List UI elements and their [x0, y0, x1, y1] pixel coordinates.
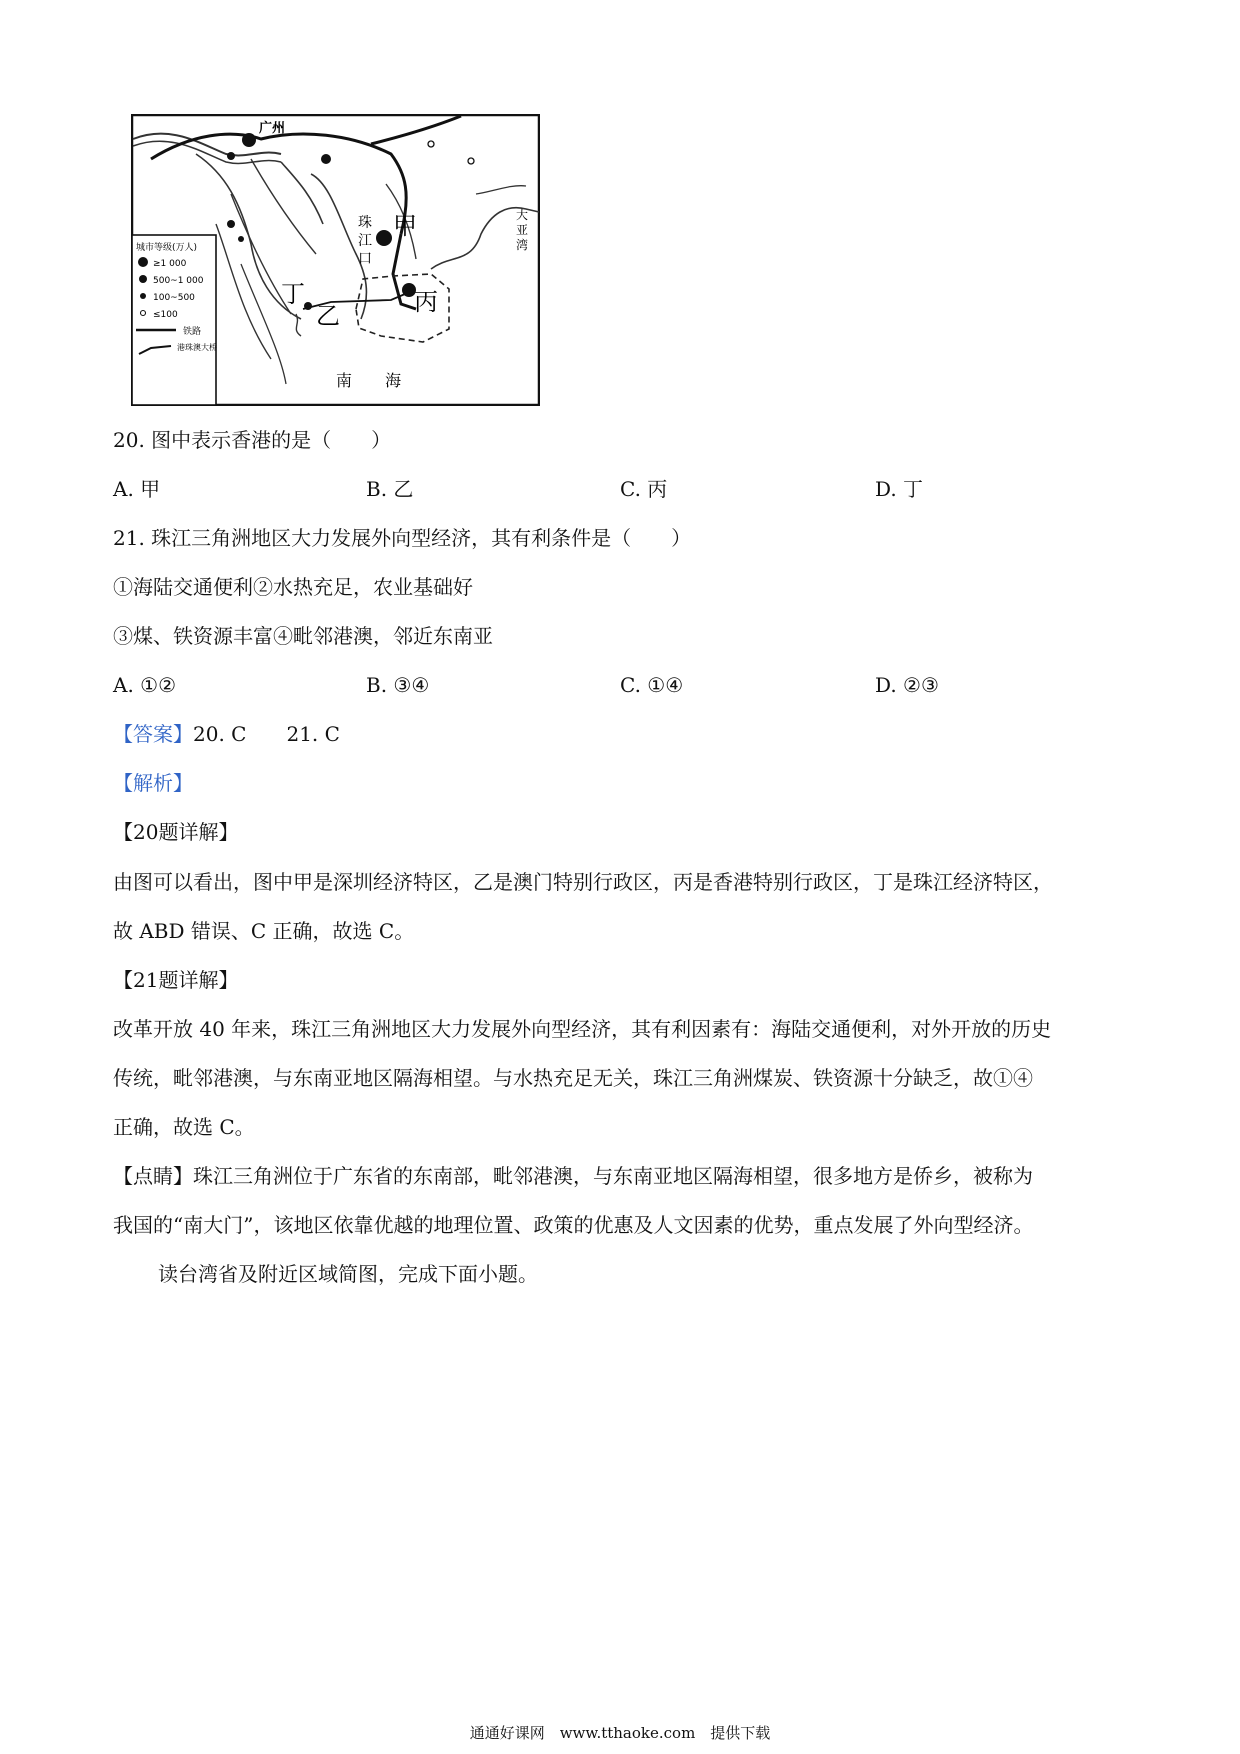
- q20-option-c: C. 丙: [620, 477, 668, 501]
- note-line-1: 【点睛】珠江三角洲位于广东省的东南部，毗邻港澳，与东南亚地区隔海相望，很多地方是侨乡，被称为: [113, 1164, 1033, 1188]
- svg-text:口: 口: [358, 251, 372, 267]
- detail-21-line-1: 改革开放 40 年来，珠江三角洲地区大力发展外向型经济，其有利因素有：海陆交通便利，对外开放的历史: [113, 1017, 1052, 1041]
- label-pearl-river-mouth: [358, 214, 372, 267]
- q20-option-a: A. 甲: [113, 477, 161, 501]
- legend-item-3: 100~500: [153, 293, 195, 303]
- legend-item-1: ≥1 000: [153, 259, 187, 269]
- detail-20-line-2: 故 ABD 错误、C 正确，故选 C。: [113, 919, 415, 943]
- q21-statement-line-2: ③煤、铁资源丰富④毗邻港澳，邻近东南亚: [113, 624, 493, 648]
- svg-text:江: 江: [358, 233, 372, 249]
- next-section-intro: 读台湾省及附近区域简图，完成下面小题。: [158, 1262, 538, 1286]
- note-line-2: 我国的“南大门”，该地区依靠优越的地理位置、政策的优惠及人文因素的优势，重点发展了外向型经济。: [113, 1213, 1034, 1237]
- svg-text:亚: 亚: [516, 223, 529, 237]
- detail-21-line-3: 正确，故选 C。: [113, 1115, 255, 1139]
- svg-text:珠: 珠: [358, 215, 372, 231]
- analysis-tag: 【解析】: [113, 771, 193, 795]
- answer-tag: 【答案】: [113, 722, 193, 746]
- legend-title: 城市等级(万人): [136, 243, 198, 253]
- label-ding: 丁: [281, 280, 305, 308]
- answer-text: 20. C 21. C: [193, 722, 340, 746]
- pearl-river-delta-map: [131, 114, 540, 406]
- detail-21-line-2: 传统，毗邻港澳，与东南亚地区隔海相望。与水热充足无关，珠江三角洲煤炭、铁资源十分缺乏，故①④: [113, 1066, 1033, 1090]
- legend-item-4: ≤100: [153, 310, 178, 320]
- label-guangzhou: 广州: [259, 121, 286, 136]
- city-jia-dot: [376, 230, 392, 246]
- footer-source: 通通好课网 www.tthaoke.com 提供下载: [469, 1724, 771, 1742]
- detail-20-title: 【20题详解】: [113, 820, 239, 844]
- answer-line: [113, 722, 340, 746]
- map-legend: [132, 235, 217, 405]
- detail-20-line-1: 由图可以看出，图中甲是深圳经济特区，乙是澳门特别行政区，丙是香港特别行政区，丁是珠江经济特区，: [113, 870, 1053, 894]
- q20-option-d: D. 丁: [875, 477, 924, 501]
- q21-option-c: C. ①④: [620, 673, 684, 697]
- q21-option-b: B. ③④: [366, 673, 430, 697]
- q20-option-b: B. 乙: [366, 477, 414, 501]
- label-south-sea: 南 海: [336, 371, 416, 390]
- legend-railway: 铁路: [183, 327, 202, 337]
- q21-option-a: A. ①②: [113, 673, 177, 697]
- q20-question: 20. 图中表示香港的是（ ）: [113, 428, 392, 452]
- label-yi: 乙: [316, 302, 340, 330]
- q21-statement-line-1: ①海陆交通便利②水热充足，农业基础好: [113, 575, 473, 599]
- q21-option-d: D. ②③: [875, 673, 939, 697]
- label-bing: 丙: [414, 288, 438, 316]
- legend-item-2: 500~1 000: [153, 276, 204, 286]
- svg-text:湾: 湾: [516, 238, 529, 252]
- label-daya-bay: [516, 207, 528, 252]
- svg-text:大: 大: [516, 208, 529, 222]
- q21-question: 21. 珠江三角洲地区大力发展外向型经济，其有利条件是（ ）: [113, 526, 692, 550]
- label-jia: 甲: [393, 212, 417, 240]
- legend-bridge: 港珠澳大桥: [177, 343, 217, 352]
- city-guangzhou-dot: [242, 133, 256, 147]
- detail-21-title: 【21题详解】: [113, 968, 239, 992]
